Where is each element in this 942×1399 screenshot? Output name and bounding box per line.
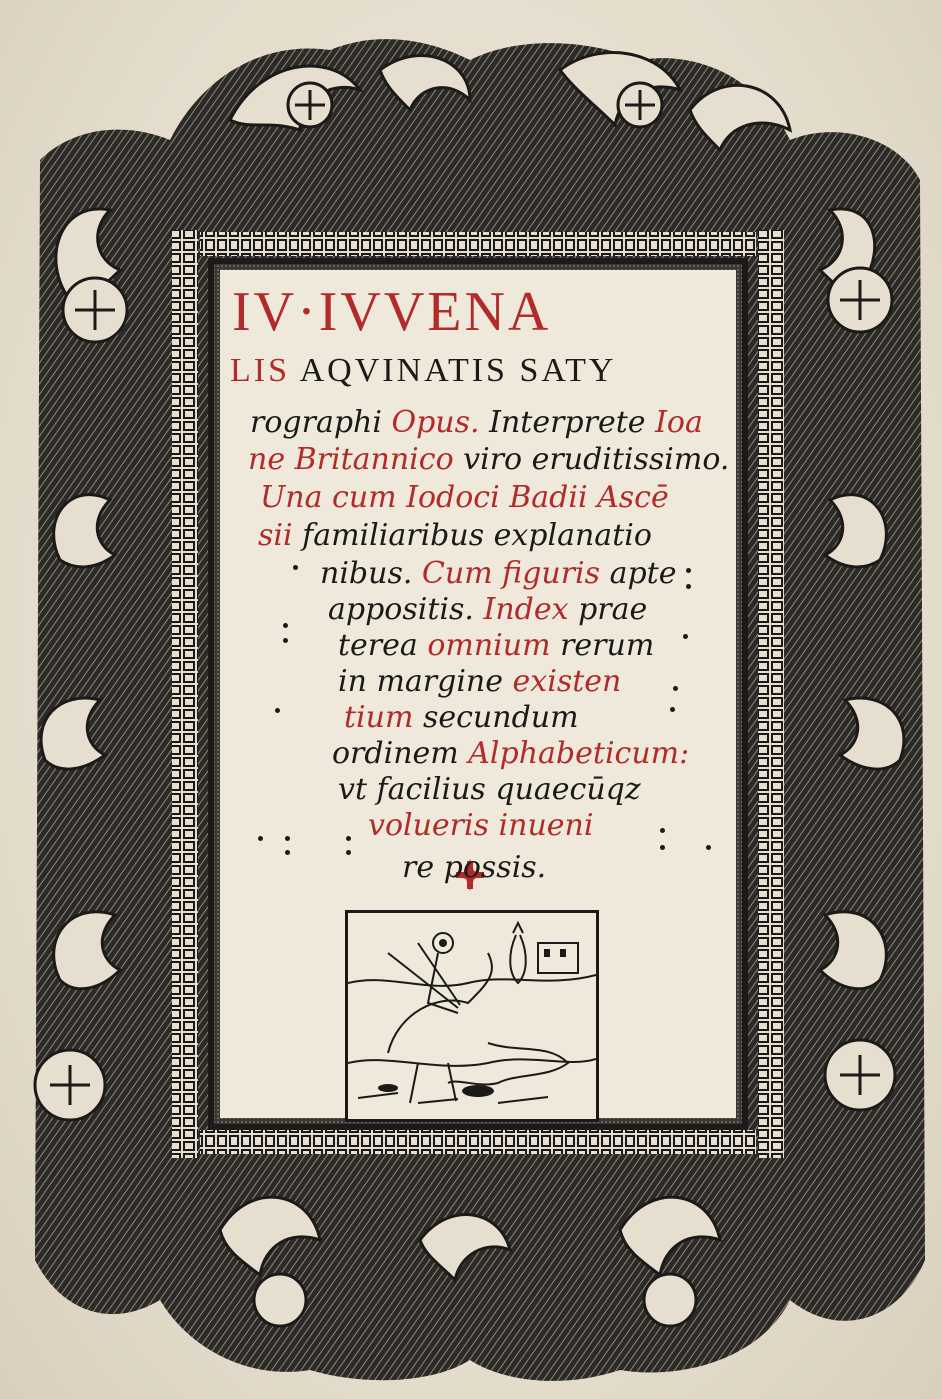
black-text: nibus. [320, 556, 422, 591]
black-text: re possis. [402, 850, 547, 885]
title-line-12 [220, 736, 848, 771]
rubric-text: Ioa [655, 405, 703, 440]
title-line-9 [220, 628, 854, 663]
rubric-text: omnium [427, 628, 561, 663]
title-line-3 [220, 405, 766, 440]
woodcut-illustration [348, 913, 596, 1119]
black-text: prae [578, 592, 648, 627]
title-line-15 [220, 850, 918, 885]
title-line-4 [220, 442, 764, 477]
rubric-text: ne Britannico [248, 442, 464, 477]
rubric-text: tium [344, 700, 423, 735]
black-text: vt facilius quaecūqz [338, 772, 641, 807]
title-line-8 [220, 592, 844, 627]
rubric-text: Una cum Iodoci Badii Ascē [260, 480, 669, 515]
saint-george-and-dragon-woodcut [345, 910, 599, 1122]
black-text: Interprete [489, 405, 656, 440]
black-text: AQVINATIS SATY [299, 352, 617, 389]
rubric-text: IV·IVVENA [232, 281, 552, 343]
title-line-5 [220, 480, 776, 515]
rubric-text: sii [258, 518, 303, 553]
black-text: in margine [338, 664, 513, 699]
black-text: ordinem [332, 736, 469, 771]
black-text: apte [609, 556, 677, 591]
black-text: secundum [422, 700, 579, 735]
black-text: rerum [560, 628, 655, 663]
title-line-6 [220, 518, 774, 553]
rubric-text: Index [483, 592, 579, 627]
title-line-2 [220, 352, 746, 390]
black-text: terea [338, 628, 428, 663]
black-text: rographi [250, 405, 392, 440]
title-line-10 [220, 664, 854, 699]
title-line-1 [220, 280, 748, 344]
rubric-text: volueris inueni [368, 808, 594, 843]
rubric-text: LIS [230, 352, 300, 389]
rubric-text: Opus. [391, 405, 490, 440]
rubric-text: Alphabeticum: [468, 736, 690, 771]
black-text: familiaribus explanatio [302, 518, 652, 553]
title-line-14 [220, 808, 884, 843]
rubric-text: existen [512, 664, 622, 699]
black-text: appositis. [328, 592, 484, 627]
title-line-7 [220, 556, 836, 591]
title-line-11 [220, 700, 860, 735]
rubric-text: Cum figuris [421, 556, 610, 591]
title-line-13 [220, 772, 854, 807]
black-text: viro eruditissimo. [463, 442, 730, 477]
